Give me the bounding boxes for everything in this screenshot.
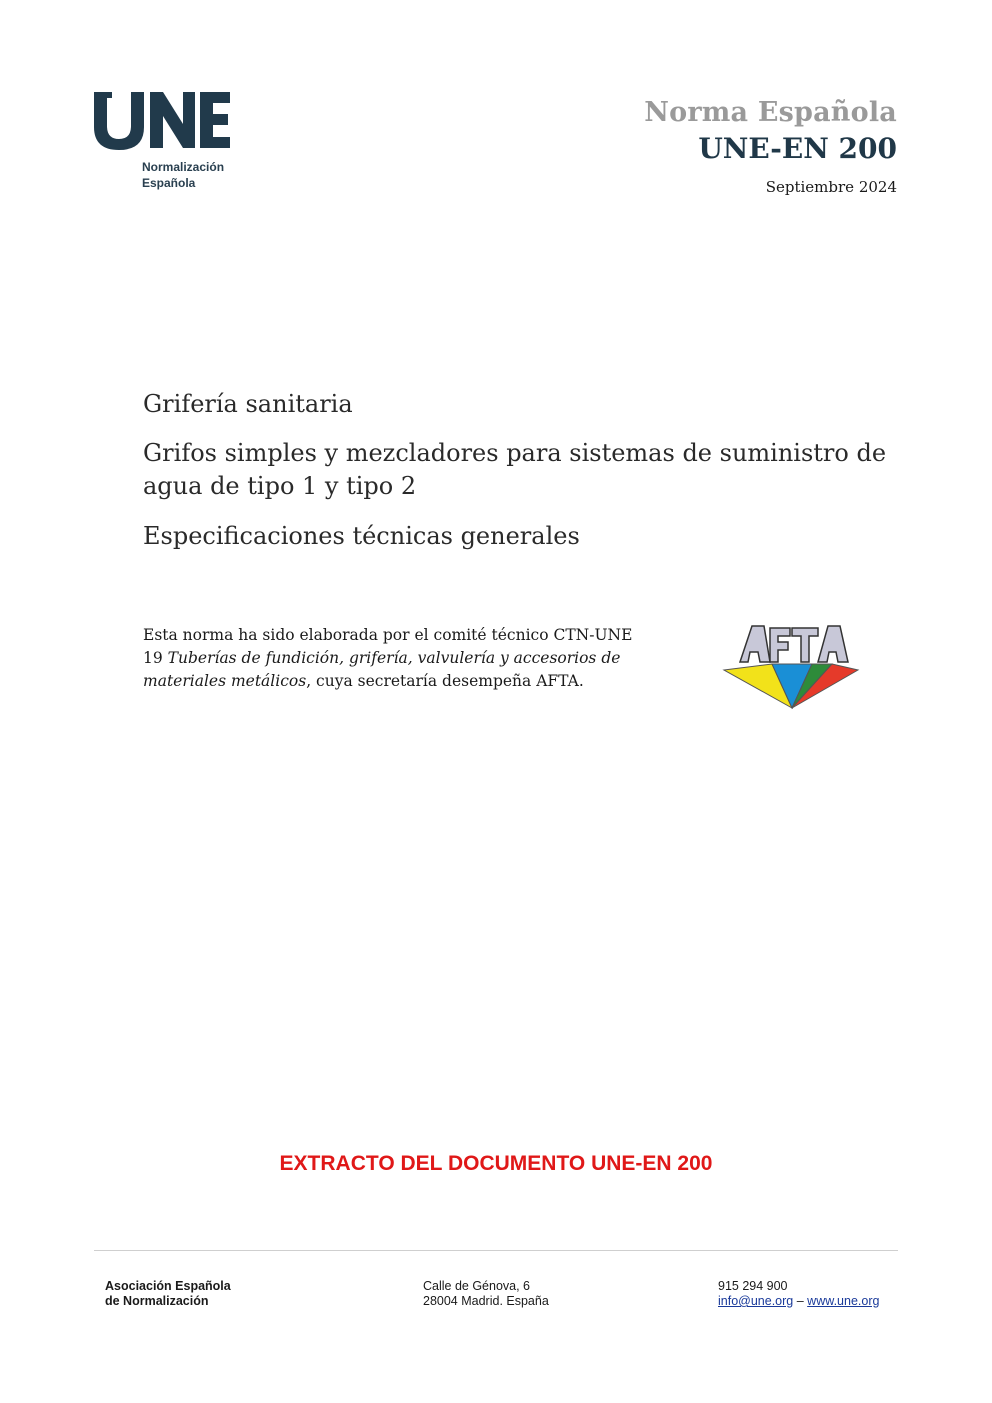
title-sub: Grifos simples y mezcladores para sistemas de suministro de agua de tipo 1 y tipo 2 (143, 439, 887, 500)
document-code: UNE-EN 200 (698, 132, 897, 165)
email-link[interactable]: info@une.org (718, 1294, 794, 1308)
committee-intro: Esta norma ha sido elaborada por el comité técnico CTN-UNE 19 (143, 626, 633, 667)
footer-address-line1: Calle de Génova, 6 (423, 1279, 531, 1293)
afta-logo (720, 618, 862, 713)
website-link[interactable]: www.une.org (807, 1294, 880, 1308)
logo-subtitle-line2: Española (142, 176, 196, 190)
footer-org-line2: de Normalización (105, 1294, 209, 1308)
footer-org-line1: Asociación Española (105, 1279, 231, 1293)
committee-statement (143, 624, 643, 693)
extract-notice: EXTRACTO DEL DOCUMENTO UNE-EN 200 (279, 1152, 713, 1175)
footer-phone: 915 294 900 (718, 1279, 788, 1293)
une-logo-mark (92, 90, 232, 152)
title-main: Grifería sanitaria (143, 390, 353, 418)
document-type: Norma Española (644, 97, 897, 128)
afta-logo-graphic (720, 618, 862, 713)
une-logo (92, 90, 242, 195)
footer-links (718, 1294, 879, 1309)
committee-name: Tuberías de fundición, grifería, valvulería y accesorios de materiales metálicos (143, 649, 621, 690)
footer-separator: – (796, 1294, 804, 1308)
title-part: Especificaciones técnicas generales (143, 522, 580, 550)
committee-outro: , cuya secretaría desempeña AFTA. (306, 672, 584, 690)
footer-address-line2: 28004 Madrid. España (423, 1294, 549, 1308)
footer-contact (718, 1279, 879, 1309)
logo-subtitle-line1: Normalización (142, 160, 225, 174)
footer-organization (105, 1279, 231, 1309)
publication-date: Septiembre 2024 (765, 178, 897, 196)
footer-address (423, 1279, 549, 1309)
footer-divider (94, 1250, 898, 1251)
